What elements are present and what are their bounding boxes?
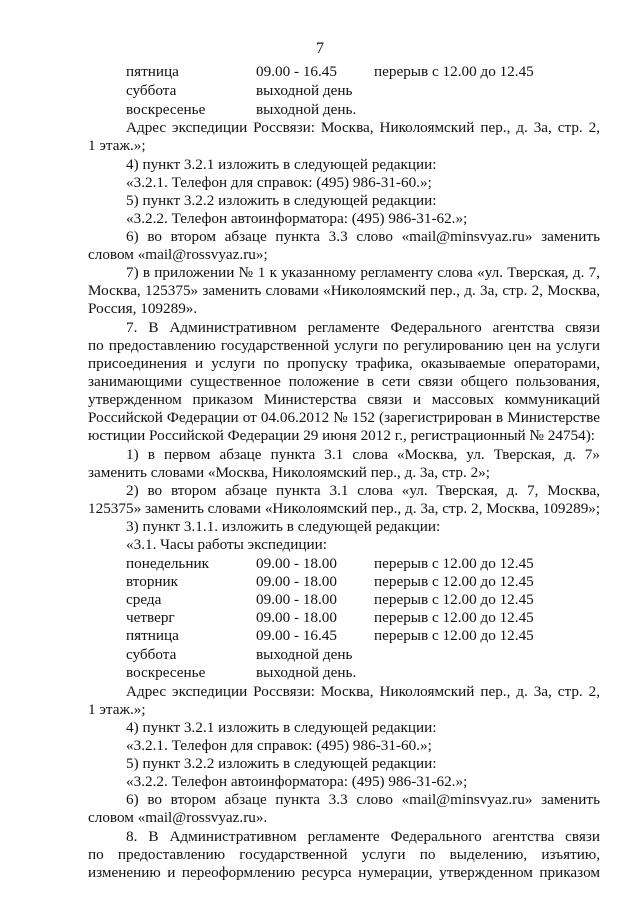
text-line: «3.2.2. Телефон автоинформатора: (495) 986-31-62.»;: [126, 210, 468, 227]
schedule-day: суббота: [126, 646, 177, 663]
schedule-break: перерыв с 12.00 до 12.45: [374, 63, 534, 80]
schedule-day: воскресенье: [126, 664, 206, 681]
text-line: 2) во втором абзаце пункта 3.1 слова «ул. Тверская, д. 7, Москва,: [126, 482, 600, 499]
schedule-break: перерыв с 12.00 до 12.45: [374, 609, 534, 626]
schedule-hours: выходной день.: [256, 101, 357, 118]
text-line: Москва, 125375» заменить словами «Николоямский пер., д. 3а, стр. 2, Москва,: [88, 282, 600, 299]
schedule-hours: выходной день: [256, 82, 353, 99]
schedule-day: четверг: [126, 609, 175, 626]
text-line: заменить словами «Москва, Николоямский пер., д. 3а, стр. 2»;: [88, 464, 490, 481]
schedule-hours: выходной день: [256, 646, 353, 663]
text-line: 1 этаж.»;: [88, 701, 146, 718]
text-line: по предоставлению государственной услуги по выделению, изъятию,: [88, 846, 600, 863]
text-line: 125375» заменить словами «Николоямский пер., д. 3а, стр. 2, Москва, 109289»;: [88, 500, 601, 517]
text-line: изменению и переоформлению ресурса нумерации, утвержденном приказом: [88, 864, 600, 881]
text-line: Адрес экспедиции Россвязи: Москва, Николоямский пер., д. 3а, стр. 2,: [126, 119, 600, 136]
text-line: занимающими существенное положение в сети связи общего пользования,: [88, 373, 600, 390]
text-line: 5) пункт 3.2.2 изложить в следующей редакции:: [126, 192, 437, 209]
schedule-break: перерыв с 12.00 до 12.45: [374, 627, 534, 644]
schedule-day: воскресенье: [126, 101, 206, 118]
text-line: утвержденном приказом Министерства связи и массовых коммуникаций: [88, 391, 600, 408]
text-line: словом «mail@rossvyaz.ru»;: [88, 246, 268, 263]
schedule-day: вторник: [126, 573, 179, 590]
text-line: 1) в первом абзаце пункта 3.1 слова «Москва, ул. Тверская, д. 7»: [126, 446, 600, 463]
text-line: юстиции Российской Федерации 29 июня 2012 г., регистрационный № 24754):: [88, 427, 595, 444]
schedule-day: среда: [126, 591, 162, 608]
text-line: 6) во втором абзаце пункта 3.3 слово «mail@minsvyaz.ru» заменить: [126, 791, 600, 808]
text-line: 7. В Административном регламенте Федерального агентства связи: [126, 319, 600, 336]
text-line: 5) пункт 3.2.2 изложить в следующей редакции:: [126, 755, 437, 772]
schedule-day: пятница: [126, 63, 179, 80]
schedule-hours: 09.00 - 16.45: [256, 627, 337, 644]
text-line: «3.2.1. Телефон для справок: (495) 986-31-60.»;: [126, 174, 432, 191]
schedule-break: перерыв с 12.00 до 12.45: [374, 555, 534, 572]
text-line: словом «mail@rossvyaz.ru».: [88, 809, 268, 826]
text-line: Российской Федерации от 04.06.2012 № 152 (зарегистрирован в Министерстве: [88, 409, 600, 426]
text-line: присоединения и услуги по пропуску трафика, оказываемые операторами,: [88, 355, 600, 372]
text-line: «3.2.2. Телефон автоинформатора: (495) 986-31-62.»;: [126, 773, 468, 790]
text-line: «3.1. Часы работы экспедиции:: [126, 536, 328, 553]
schedule-hours: 09.00 - 18.00: [256, 609, 337, 626]
schedule-break: перерыв с 12.00 до 12.45: [374, 573, 534, 590]
schedule-day: понедельник: [126, 555, 209, 572]
schedule-break: перерыв с 12.00 до 12.45: [374, 591, 534, 608]
page-number: 7: [316, 40, 324, 57]
text-line: 1 этаж.»;: [88, 137, 146, 154]
schedule-day: пятница: [126, 627, 179, 644]
text-line: 7) в приложении № 1 к указанному регламенту слова «ул. Тверская, д. 7,: [126, 264, 600, 281]
schedule-hours: 09.00 - 18.00: [256, 573, 337, 590]
schedule-hours: 09.00 - 16.45: [256, 63, 337, 80]
text-line: 4) пункт 3.2.1 изложить в следующей редакции:: [126, 719, 437, 736]
text-line: 4) пункт 3.2.1 изложить в следующей редакции:: [126, 156, 437, 173]
text-line: Россия, 109289».: [88, 300, 198, 317]
schedule-hours: выходной день.: [256, 664, 357, 681]
schedule-hours: 09.00 - 18.00: [256, 555, 337, 572]
text-line: 6) во втором абзаце пункта 3.3 слово «mail@minsvyaz.ru» заменить: [126, 228, 600, 245]
schedule-hours: 09.00 - 18.00: [256, 591, 337, 608]
text-line: 8. В Административном регламенте Федерального агентства связи: [126, 828, 600, 845]
text-line: «3.2.1. Телефон для справок: (495) 986-31-60.»;: [126, 737, 432, 754]
text-line: Адрес экспедиции Россвязи: Москва, Николоямский пер., д. 3а, стр. 2,: [126, 683, 600, 700]
text-line: 3) пункт 3.1.1. изложить в следующей редакции:: [126, 518, 441, 535]
text-line: по предоставлению государственной услуги по регулированию цен на услуги: [88, 337, 600, 354]
schedule-day: суббота: [126, 82, 177, 99]
